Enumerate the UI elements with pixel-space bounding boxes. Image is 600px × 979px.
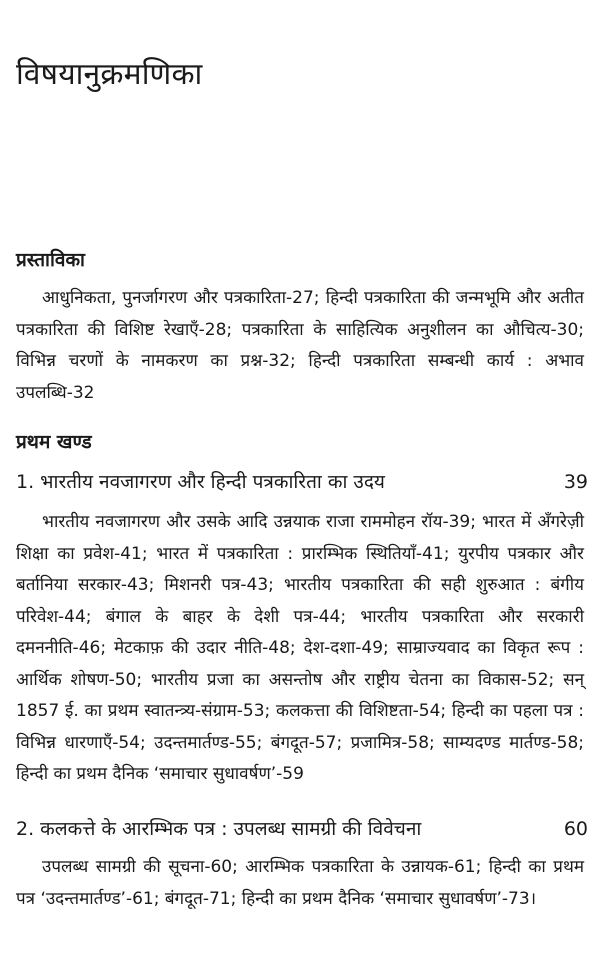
- intro-paragraph: [16, 283, 584, 409]
- chapter-2-paragraph: [16, 852, 584, 915]
- chapter-2-text: उपलब्ध सामग्री की सूचना-60; आरम्भिक पत्रकारिता के उन्नायक-61; हिन्दी का प्रथम पत्र ‘उदन्तमार्तण्ड’-61; बंगदूत-71; हिन्दी का प्रथम दैनिक ‘समाचार सुधावर्षण’-73।: [16, 857, 584, 909]
- chapter-2-page: 60: [563, 818, 588, 840]
- chapter-2-title: 2. कलकत्ते के आरम्भिक पत्र : उपलब्ध सामग्री की विवेचना: [16, 818, 422, 840]
- intro-text: आधुनिकता, पुनर्जागरण और पत्रकारिता-27; हिन्दी पत्रकारिता की जन्मभूमि और अतीत पत्रकारिता की विशिष्ट रेखाएँ-28; पत्रकारिता के साहित्यिक अनुशीलन का औचित्य-30; विभिन्न चरणों के नामकरण का प्रश्न-32; हिन्दी पत्रकारिता सम्बन्धी कार्य : अभाव उपलब्धि-32: [16, 288, 584, 403]
- part1-heading: प्रथम खण्ड: [16, 431, 92, 453]
- chapter-1-text: भारतीय नवजागरण और उसके आदि उन्नयाक राजा राममोहन रॉय-39; भारत में अँगरेज़ी शिक्षा का प्रवेश-41; भारत में पत्रकारिता : प्रारम्भिक स्थितियाँ-41; युरपीय पत्रकार और बर्तानिया सरकार-43; मिशनरी पत्र-43; भारतीय पत्रकारिता की सही शुरुआत : बंगीय परिवेश-44; बंगाल के बाहर के देशी पत्र-44; भारतीय पत्रकारिता और सरकारी दमननीति-46; मेटकाफ़ की उदार नीति-48; देश-दशा-49; साम्राज्यवाद का विकृत रूप : आर्थिक शोषण-50; भारतीय प्रजा का असन्तोष और राष्ट्रीय चेतना का विकास-52; सन् 1857 ई. का प्रथम स्वातन्त्र्य-संग्राम-53; कलकत्ता की विशिष्टता-54; हिन्दी का पहला पत्र : विभिन्न धारणाएँ-54; उदन्तमार्तण्ड-55; बंगदूत-57; प्रजामित्र-58; साम्यदण्ड मार्तण्ड-58; हिन्दी का प्रथम दैनिक ‘समाचार सुधावर्षण’-59: [16, 512, 584, 784]
- intro-heading: प्रस्ताविका: [16, 249, 85, 271]
- chapter-1-entry: [16, 468, 588, 494]
- chapter-1-page: 39: [563, 471, 588, 493]
- page-title: विषयानुक्रमणिका: [16, 57, 203, 92]
- chapter-1-paragraph: [16, 507, 584, 791]
- chapter-2-entry: [16, 815, 588, 841]
- chapter-1-title: 1. भारतीय नवजागरण और हिन्दी पत्रकारिता का उदय: [16, 471, 385, 493]
